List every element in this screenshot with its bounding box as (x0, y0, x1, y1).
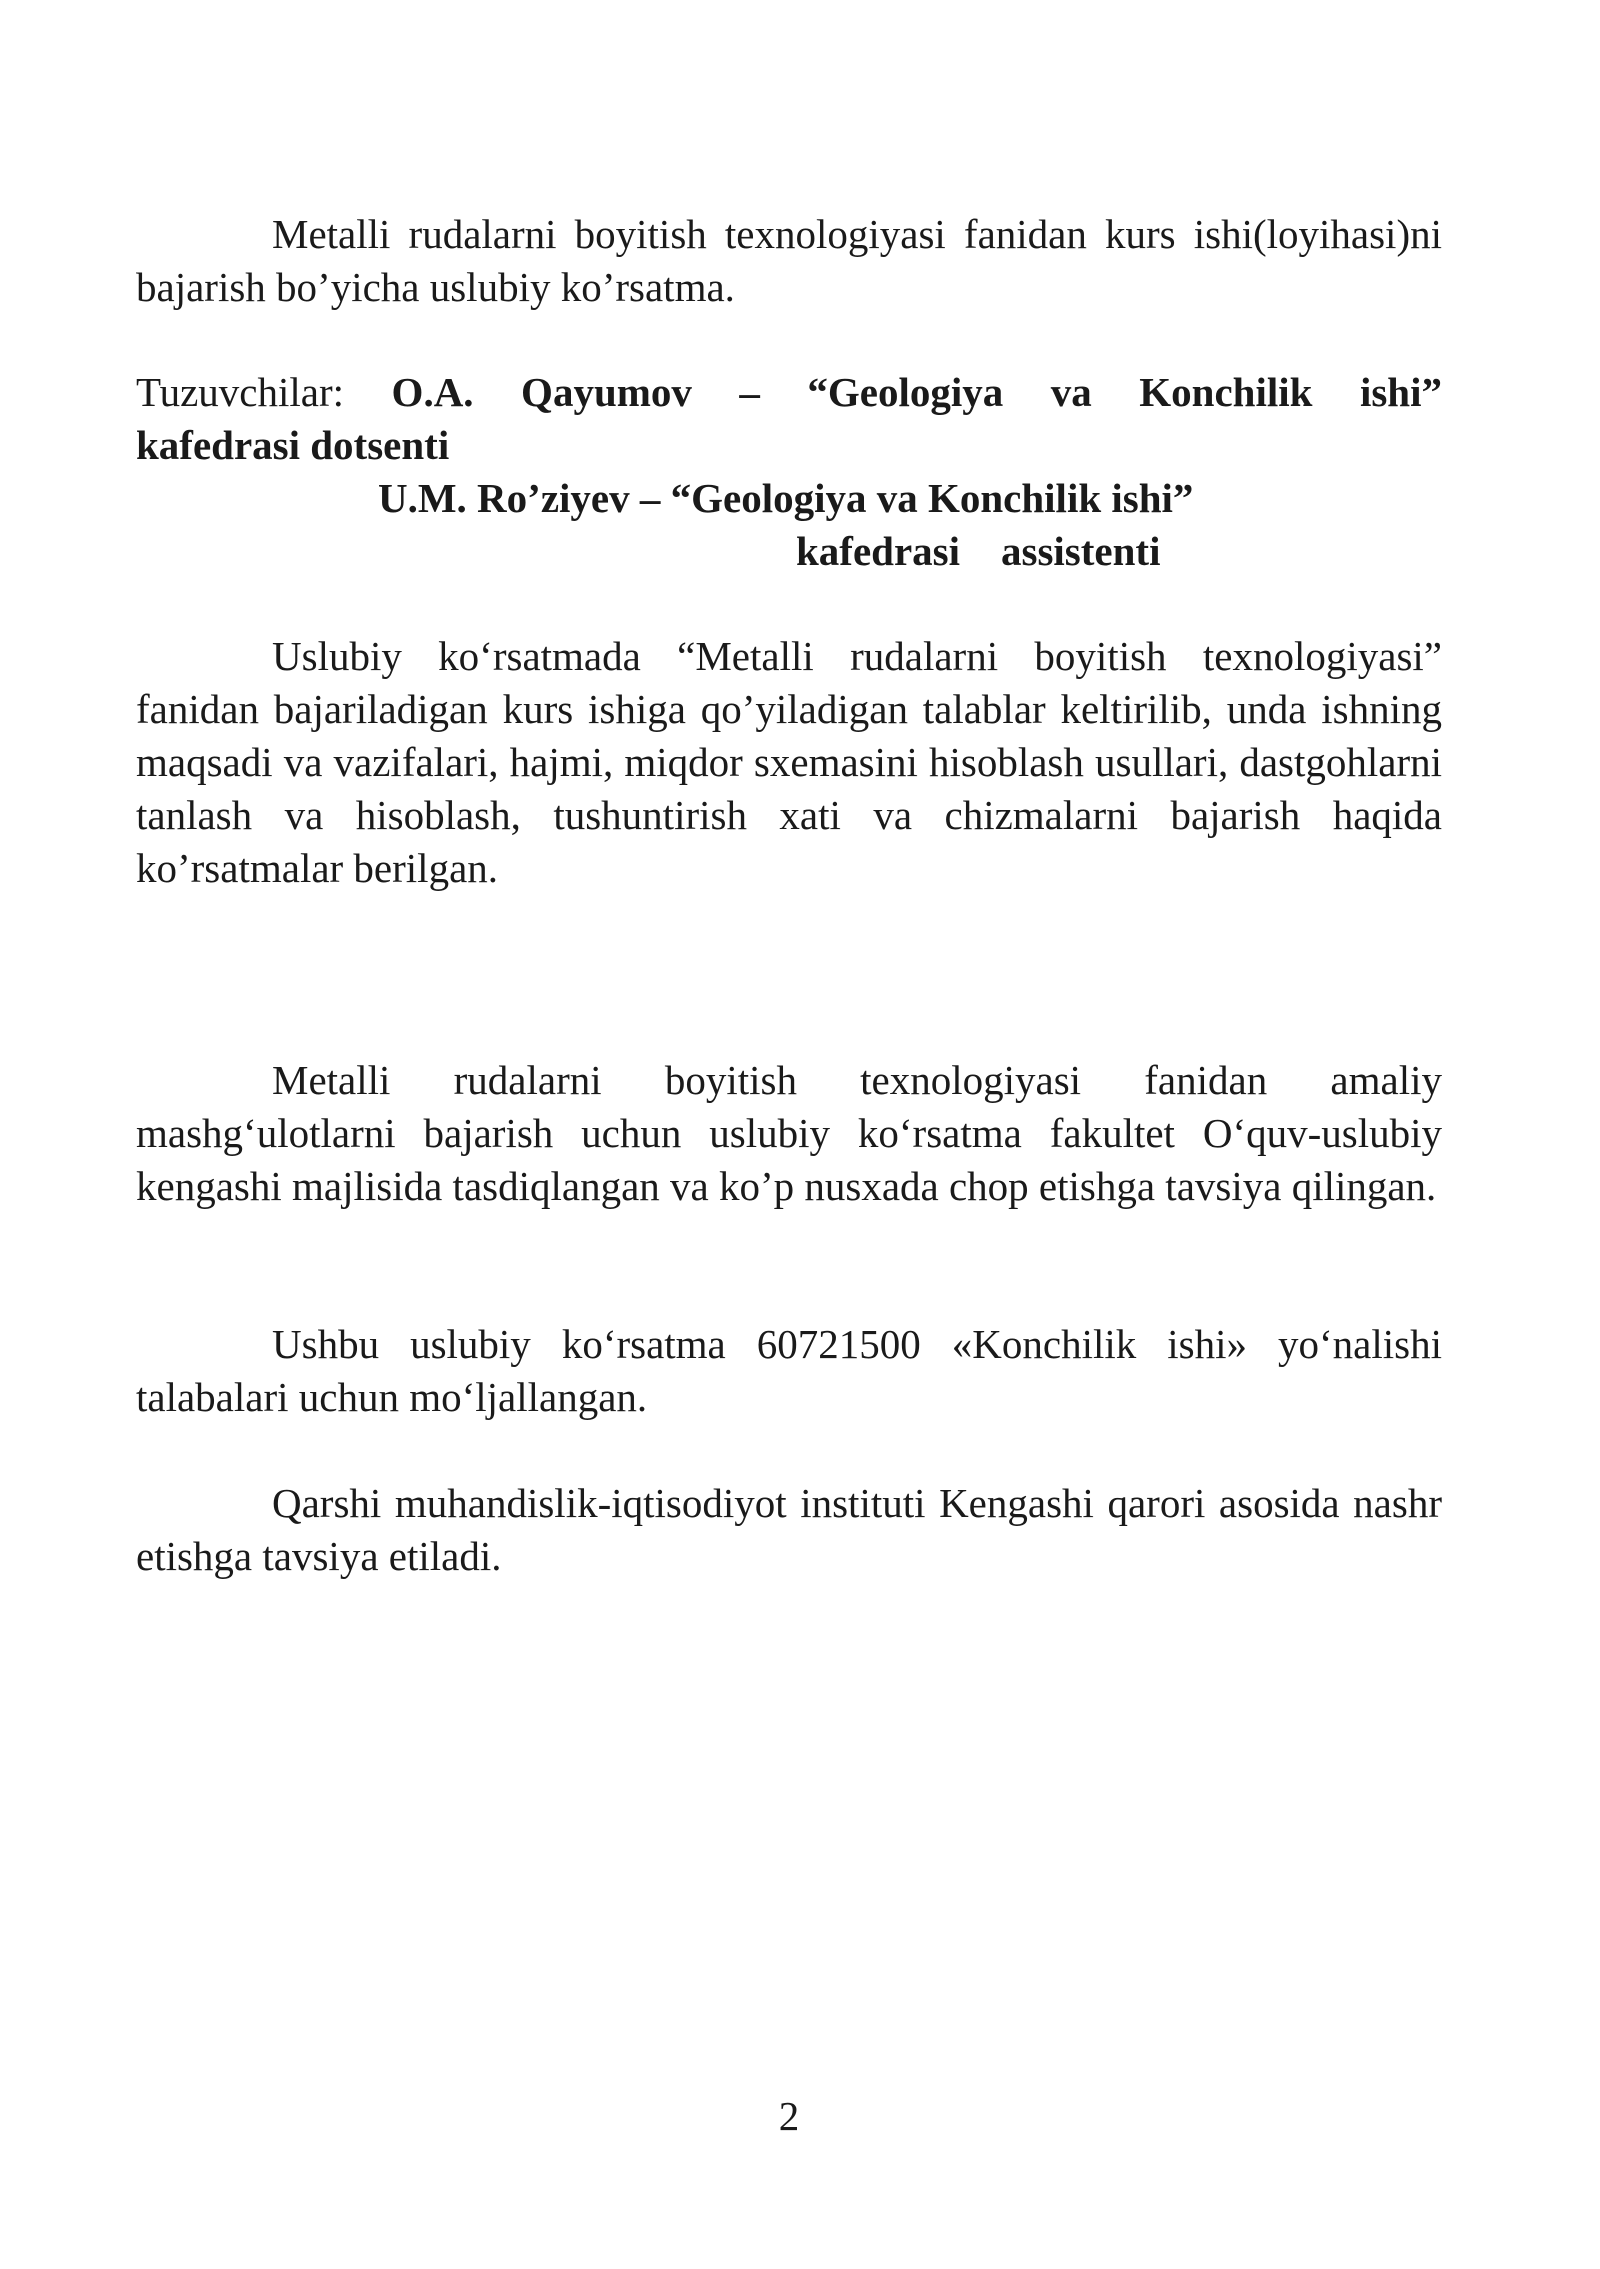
second-author-position: kafedrasi assistenti (796, 528, 1161, 574)
approval-paragraph: Metalli rudalarni boyitish texnologiyasi fanidan amaliy mashg‘ulotlarni bajarish uchun uslubiy ko‘rsatma fakultet O‘quv-uslubiy kengashi majlisida tasdiqlangan va ko’p nusxada chop etishga tavsiya qilingan. (136, 1057, 1442, 1209)
first-author: O.A. Qayumov – “Geologiya va Konchilik ishi” (391, 369, 1443, 415)
recommendation-paragraph: Qarshi muhandislik-iqtisodiyot instituti Kengashi qarori asosida nashr etishga tavsiya etiladi. (136, 1480, 1442, 1579)
authors-block (136, 366, 1442, 578)
title-paragraph: Metalli rudalarni boyitish texnologiyasi fanidan kurs ishi(loyihasi)ni bajarish bo’yicha uslubiy ko’rsatma. (136, 211, 1442, 310)
first-author-line (136, 366, 1442, 419)
page-number: 2 (778, 2093, 800, 2139)
audience-paragraph: Ushbu uslubiy ko‘rsatma 60721500 «Konchilik ishi» yo‘nalishi talabalari uchun mo‘ljallangan. (136, 1321, 1442, 1420)
second-author: U.M. Ro’ziyev – “Geologiya va Konchilik ishi” (378, 475, 1194, 521)
first-author-position: kafedrasi dotsenti (136, 422, 450, 468)
authors-label: Tuzuvchilar: (136, 369, 345, 415)
document-page (136, 0, 1442, 2269)
abstract-paragraph: Uslubiy ko‘rsatmada “Metalli rudalarni boyitish texnologiyasi” fanidan bajariladigan kurs ishiga qo’yiladigan talablar keltirilib, unda ishning maqsadi va vazifalari, hajmi, miqdor sxemasini hisoblash usullari, dastgohlarni tanlash va hisoblash, tushuntirish xati va chizmalarni bajarish haqida ko’rsatmalar berilgan. (136, 633, 1442, 891)
